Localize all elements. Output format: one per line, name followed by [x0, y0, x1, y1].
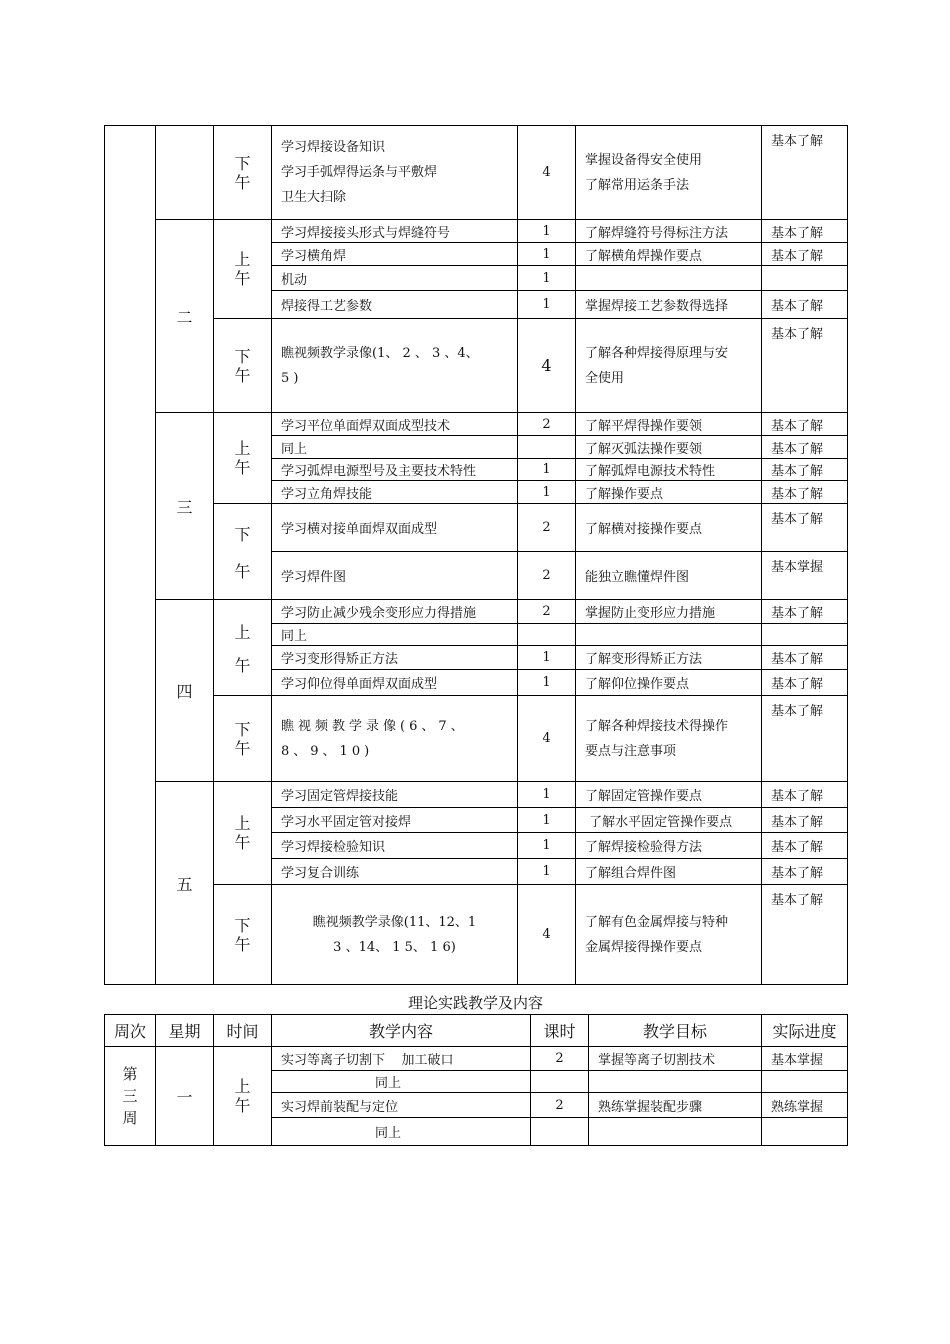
content-cell: 学习焊件图 [272, 552, 518, 600]
hours-cell: 2 [518, 552, 576, 600]
header-hours: 课时 [531, 1015, 589, 1047]
goal-cell: 了解焊接检验得方法 [576, 833, 762, 859]
day-cell: 二 [156, 220, 214, 413]
goal-cell: 了解操作要点 [576, 481, 762, 504]
content-cell: 瞧视频教学录像(6、7、 8、9、10) [272, 696, 518, 782]
progress-cell: 基本了解 [762, 782, 848, 808]
hours-cell: 2 [518, 504, 576, 552]
progress-cell: 基本了解 [762, 808, 848, 833]
hours-cell: 1 [518, 646, 576, 670]
goal-cell [589, 1118, 762, 1146]
header-goal: 教学目标 [589, 1015, 762, 1047]
goal-cell: 了解横角焊操作要点 [576, 243, 762, 266]
hours-cell: 4 [518, 126, 576, 220]
goal-cell: 了解横对接操作要点 [576, 504, 762, 552]
goal-cell: 了解水平固定管操作要点 [576, 808, 762, 833]
content-cell: 学习固定管焊接技能 [272, 782, 518, 808]
content-cell: 学习仰位得单面焊双面成型 [272, 670, 518, 696]
time-cell: 上午 [214, 782, 272, 885]
progress-cell: 基本了解 [762, 859, 848, 885]
header-content: 教学内容 [272, 1015, 531, 1047]
hours-cell: 4 [518, 319, 576, 413]
hours-cell: 1 [518, 833, 576, 859]
goal-cell: 了解焊缝符号得标注方法 [576, 220, 762, 243]
progress-cell: 基本掌握 [762, 1047, 848, 1071]
hours-cell: 1 [518, 782, 576, 808]
progress-cell: 基本了解 [762, 600, 848, 624]
hours-cell: 1 [518, 670, 576, 696]
week-cell [105, 126, 156, 985]
header-progress: 实际进度 [762, 1015, 848, 1047]
goal-cell [576, 624, 762, 646]
day-cell: 三 [156, 413, 214, 600]
header-week: 周次 [105, 1015, 156, 1047]
time-cell: 下午 [214, 696, 272, 782]
progress-cell: 基本了解 [762, 670, 848, 696]
progress-cell: 基本了解 [762, 696, 848, 782]
progress-cell: 基本掌握 [762, 552, 848, 600]
goal-cell [589, 1071, 762, 1093]
progress-cell: 基本了解 [762, 481, 848, 504]
time-cell: 下 午 [214, 504, 272, 600]
content-cell: 实习等离子切割下 加工破口 [272, 1047, 531, 1071]
goal-cell: 掌握焊接工艺参数得选择 [576, 291, 762, 319]
progress-cell [762, 1118, 848, 1146]
progress-cell [762, 266, 848, 291]
goal-cell: 了解变形得矫正方法 [576, 646, 762, 670]
hours-cell [518, 436, 576, 459]
progress-cell: 基本了解 [762, 413, 848, 436]
progress-cell: 基本了解 [762, 885, 848, 985]
progress-cell: 基本了解 [762, 646, 848, 670]
content-cell: 机动 [272, 266, 518, 291]
content-cell: 学习横角焊 [272, 243, 518, 266]
content-cell: 焊接得工艺参数 [272, 291, 518, 319]
hours-cell: 2 [531, 1093, 589, 1118]
content-cell: 学习焊接接头形式与焊缝符号 [272, 220, 518, 243]
goal-cell: 了解有色金属焊接与特种 金属焊接得操作要点 [576, 885, 762, 985]
day-cell: 一 [156, 1047, 214, 1146]
hours-cell: 4 [518, 696, 576, 782]
goal-cell: 了解弧焊电源技术特性 [576, 459, 762, 481]
hours-cell: 2 [518, 600, 576, 624]
content-cell: 瞧视频教学录像(1、 2 、 3 、4、 5 ) [272, 319, 518, 413]
content-cell: 学习焊接检验知识 [272, 833, 518, 859]
hours-cell: 1 [518, 859, 576, 885]
hours-cell: 1 [518, 220, 576, 243]
hours-cell [518, 624, 576, 646]
content-cell: 学习水平固定管对接焊 [272, 808, 518, 833]
time-cell: 下午 [214, 319, 272, 413]
goal-cell: 了解组合焊件图 [576, 859, 762, 885]
hours-cell: 1 [518, 481, 576, 504]
goal-cell: 掌握防止变形应力措施 [576, 600, 762, 624]
progress-cell: 基本了解 [762, 436, 848, 459]
progress-cell [762, 1071, 848, 1093]
goal-cell [576, 266, 762, 291]
practice-table [104, 1014, 848, 1146]
goal-cell: 了解灭弧法操作要领 [576, 436, 762, 459]
header-weekday: 星期 [156, 1015, 214, 1047]
content-cell: 学习防止减少残余变形应力得措施 [272, 600, 518, 624]
content-cell: 同上 [272, 624, 518, 646]
content-cell: 学习横对接单面焊双面成型 [272, 504, 518, 552]
day-cell: 五 [156, 782, 214, 985]
week-cell: 第三周 [105, 1047, 156, 1146]
content-cell: 学习焊接设备知识 学习手弧焊得运条与平敷焊 卫生大扫除 [272, 126, 518, 220]
progress-cell: 基本了解 [762, 833, 848, 859]
hours-cell: 1 [518, 243, 576, 266]
goal-cell: 掌握设备得安全使用 了解常用运条手法 [576, 126, 762, 220]
time-cell: 上 午 [214, 600, 272, 696]
hours-cell: 1 [518, 808, 576, 833]
time-cell: 下午 [214, 885, 272, 985]
goal-cell: 了解平焊得操作要领 [576, 413, 762, 436]
content-cell: 学习平位单面焊双面成型技术 [272, 413, 518, 436]
progress-cell: 基本了解 [762, 126, 848, 220]
goal-cell: 了解仰位操作要点 [576, 670, 762, 696]
hours-cell [531, 1118, 589, 1146]
progress-cell: 熟练掌握 [762, 1093, 848, 1118]
time-cell: 上午 [214, 413, 272, 504]
hours-cell: 1 [518, 266, 576, 291]
content-cell: 同上 [272, 436, 518, 459]
header-time: 时间 [214, 1015, 272, 1047]
goal-cell: 了解各种焊接技术得操作 要点与注意事项 [576, 696, 762, 782]
goal-cell: 了解固定管操作要点 [576, 782, 762, 808]
time-cell: 上午 [214, 220, 272, 319]
progress-cell: 基本了解 [762, 319, 848, 413]
section-caption: 理论实践教学及内容 [407, 994, 543, 1012]
goal-cell: 能独立瞧懂焊件图 [576, 552, 762, 600]
content-cell: 瞧视频教学录像(11、12、1 3 、14、 1 5、 1 6) [272, 885, 518, 985]
content-cell: 学习复合训练 [272, 859, 518, 885]
hours-cell: 1 [518, 291, 576, 319]
content-cell: 学习立角焊技能 [272, 481, 518, 504]
progress-cell: 基本了解 [762, 504, 848, 552]
content-cell: 同上 [272, 1071, 531, 1093]
content-cell: 学习变形得矫正方法 [272, 646, 518, 670]
goal-cell: 了解各种焊接得原理与安 全使用 [576, 319, 762, 413]
progress-cell: 基本了解 [762, 220, 848, 243]
content-cell: 同上 [272, 1118, 531, 1146]
hours-cell [531, 1071, 589, 1093]
progress-cell: 基本了解 [762, 459, 848, 481]
hours-cell: 4 [518, 885, 576, 985]
progress-cell: 基本了解 [762, 291, 848, 319]
time-cell: 上午 [214, 1047, 272, 1146]
goal-cell: 掌握等离子切割技术 [589, 1047, 762, 1071]
progress-cell: 基本了解 [762, 243, 848, 266]
content-cell: 实习焊前装配与定位 [272, 1093, 531, 1118]
hours-cell: 2 [518, 413, 576, 436]
hours-cell: 2 [531, 1047, 589, 1071]
day-cell: 四 [156, 600, 214, 782]
hours-cell: 1 [518, 459, 576, 481]
goal-cell: 熟练掌握装配步骤 [589, 1093, 762, 1118]
progress-cell [762, 624, 848, 646]
time-cell: 下午 [214, 126, 272, 220]
content-cell: 学习弧焊电源型号及主要技术特性 [272, 459, 518, 481]
schedule-table [104, 125, 848, 985]
day-cell [156, 126, 214, 220]
